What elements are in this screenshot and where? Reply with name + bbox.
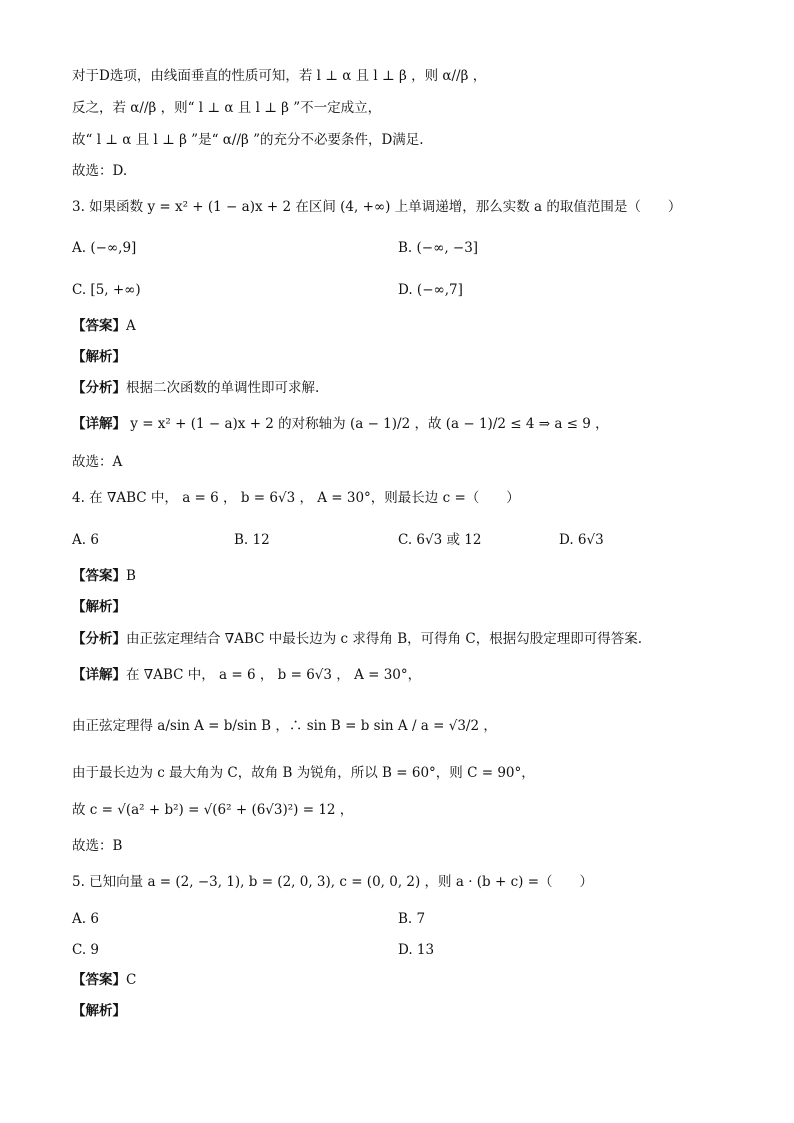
q5-answer [72, 970, 136, 990]
q3-fenxi [72, 378, 319, 398]
fenxi-tag: 【分析】 [72, 631, 126, 647]
q4-step-2: 由于最长边为 c 最大角为 C，故角 B 为锐角，所以 B = 60°，则 C = 90°， [72, 765, 535, 781]
xiangjie-tag: 【详解】 [72, 416, 126, 432]
q3-xiangjie [72, 414, 609, 434]
q4-answer [72, 566, 136, 586]
q4-option-d: D. 6√3 [559, 532, 604, 548]
answer-tag: 【答案】 [72, 972, 126, 988]
q3-analysis [72, 347, 126, 367]
fenxi-text: 根据二次函数的单调性即可求解. [126, 380, 320, 396]
q3-option-d: D. (−∞,7] [398, 282, 463, 298]
q4-step-1: 由正弦定理得 a/sin A = b/sin B ，∴ sin B = b sin A / a = √3/2 ， [72, 718, 497, 734]
q3-choose: 故选：A [72, 454, 123, 470]
analysis-tag: 【解析】 [72, 1003, 126, 1019]
text-line: 反之，若 α//β ，则“ l ⊥ α 且 l ⊥ β ”不一定成立， [72, 100, 382, 116]
q5-option-c: C. 9 [72, 942, 100, 958]
xiangjie-text: y = x² + (1 − a)x + 2 的对称轴为 (a − 1)/2 ，故 (a − 1)/2 ≤ 4 ⇒ a ≤ 9 ， [126, 416, 609, 432]
q3-answer [72, 316, 136, 336]
analysis-tag: 【解析】 [72, 349, 126, 365]
text-line: 对于D选项，由线面垂直的性质可知，若 l ⊥ α 且 l ⊥ β ，则 α//β ， [72, 68, 487, 84]
analysis-tag: 【解析】 [72, 599, 126, 615]
question-3-stem: 3. 如果函数 y = x² + (1 − a)x + 2 在区间 (4, +∞) 上单调递增，那么实数 a 的取值范围是（ ） [72, 199, 682, 215]
q5-option-d: D. 13 [398, 942, 435, 958]
q4-option-a: A. 6 [72, 532, 99, 548]
answer-value: B [126, 568, 136, 584]
q5-analysis [72, 1001, 126, 1021]
text-line: 故“ l ⊥ α 且 l ⊥ β ”是“ α//β ”的充分不必要条件，D满足. [72, 132, 424, 148]
question-4-stem: 4. 在 ∇ABC 中， a = 6 ， b = 6√3 ， A = 30°，则最长边 c =（ ） [72, 490, 520, 506]
q3-option-c: C. [5, +∞) [72, 282, 141, 298]
q4-xiangjie [72, 665, 421, 685]
text-line: 故选：D. [72, 163, 128, 179]
xiangjie-tag: 【详解】 [72, 667, 126, 683]
answer-tag: 【答案】 [72, 568, 126, 584]
xiangjie-text: 在 ∇ABC 中， a = 6 ， b = 6√3 ， A = 30°， [126, 667, 422, 683]
q5-option-a: A. 6 [72, 911, 99, 927]
answer-value: C [126, 972, 137, 988]
q4-analysis [72, 597, 126, 617]
q4-step-3: 故 c = √(a² + b²) = √(6² + (6√3)²) = 12 ， [72, 802, 354, 818]
q4-fenxi [72, 629, 642, 649]
q4-option-b: B. 12 [234, 532, 270, 548]
q3-option-a: A. (−∞,9] [72, 240, 137, 256]
q3-option-b: B. (−∞, −3] [398, 240, 479, 256]
fenxi-tag: 【分析】 [72, 380, 126, 396]
q4-option-c: C. 6√3 或 12 [398, 532, 482, 548]
fenxi-text: 由正弦定理结合 ∇ABC 中最长边为 c 求得角 B，可得角 C，根据勾股定理即可得答案. [126, 631, 643, 647]
answer-tag: 【答案】 [72, 318, 126, 334]
answer-value: A [126, 318, 136, 334]
q4-choose: 故选：B [72, 838, 123, 854]
q5-option-b: B. 7 [398, 911, 426, 927]
question-5-stem: 5. 已知向量 a = (2, −3, 1), b = (2, 0, 3), c = (0, 0, 2) ，则 a · (b + c) =（ ） [72, 874, 594, 890]
